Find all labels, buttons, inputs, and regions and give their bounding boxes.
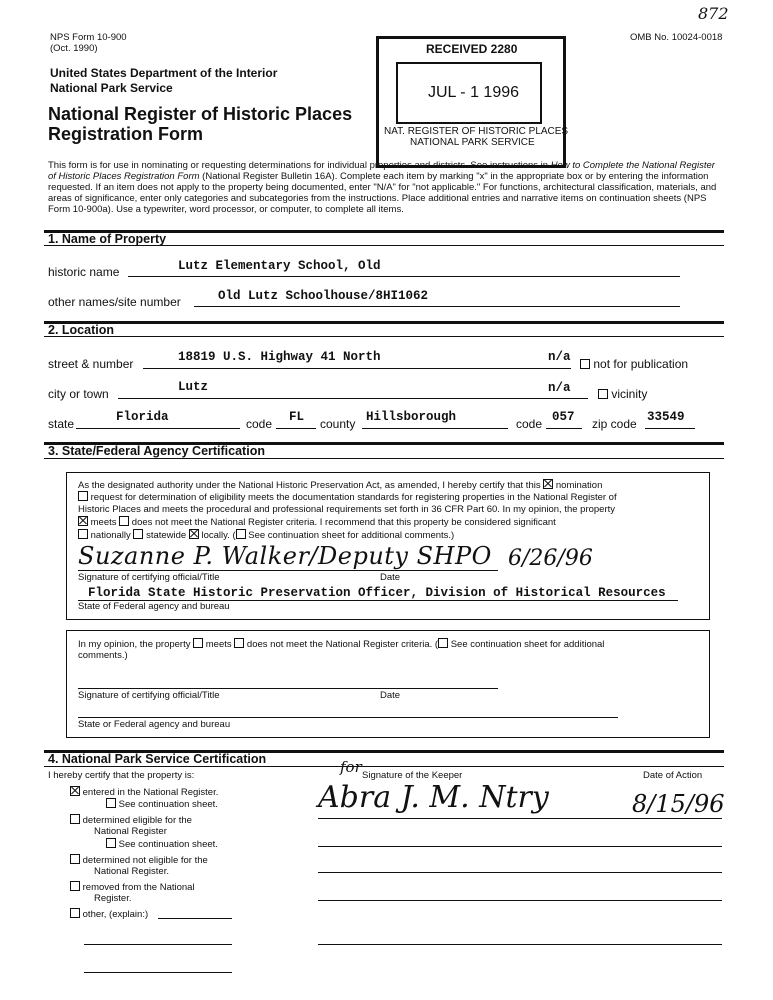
form-title-line2: Registration Form <box>48 124 204 144</box>
for-handwritten: for <box>340 758 362 776</box>
cert-line3: Historic Places and meets the procedural and professional requirements set forth in 36 CFR Part 60. In my opinion, the property <box>78 504 616 515</box>
entered-item: entered in the National Register. <box>70 786 218 798</box>
not-for-publication-checkbox[interactable] <box>580 359 590 369</box>
commenting-signature-label: Signature of certifying official/Title <box>78 690 220 701</box>
commenting-agency-line <box>78 717 618 718</box>
certify-label: I hereby certify that the property is: <box>48 770 195 781</box>
state-signature-line <box>78 570 498 571</box>
entered-checkbox[interactable] <box>70 786 80 796</box>
entered-continuation-checkbox[interactable] <box>106 798 116 808</box>
not-eligible-register: National Register. <box>94 866 169 877</box>
other-checkbox[interactable] <box>70 908 80 918</box>
city-line <box>118 398 588 399</box>
opinion-continuation-checkbox[interactable] <box>438 638 448 648</box>
state-code-field[interactable]: FL <box>289 410 305 424</box>
historic-name-line <box>128 276 680 277</box>
commenting-signature-line <box>78 688 498 689</box>
section4-title: 4. National Park Service Certification <box>48 752 267 766</box>
not-for-publication[interactable]: not for publication <box>580 357 688 371</box>
continuation-checkbox[interactable] <box>236 529 246 539</box>
form-date: (Oct. 1990) <box>50 43 98 54</box>
cert-line2: request for determination of eligibility meets the documentation standards for registering properties in the National Register of <box>78 491 698 503</box>
statewide-checkbox[interactable] <box>133 529 143 539</box>
removed-checkbox[interactable] <box>70 881 80 891</box>
keeper-line-5 <box>318 944 722 945</box>
section2-title: 2. Location <box>48 323 114 337</box>
eligible-continuation: See continuation sheet. <box>106 838 218 850</box>
eligible-item: determined eligible for the <box>70 814 192 826</box>
service: National Park Service <box>50 81 173 95</box>
other-explain-line[interactable] <box>158 918 232 919</box>
county-label: county <box>320 417 356 431</box>
street-field[interactable]: 18819 U.S. Highway 41 North <box>178 350 381 364</box>
zip-line <box>645 428 695 429</box>
other-explain-line-3[interactable] <box>84 972 232 973</box>
state-label: state <box>48 417 75 431</box>
nomination-checkbox[interactable] <box>543 479 553 489</box>
city-label: city or town <box>48 387 109 401</box>
form-number: NPS Form 10-900 <box>50 32 127 43</box>
action-date: 8/15/96 <box>632 790 725 818</box>
opinion-not-meet-checkbox[interactable] <box>234 638 244 648</box>
state-official-signature: Suzanne P. Walker/Deputy SHPO <box>78 542 492 570</box>
not-eligible-item: determined not eligible for the <box>70 854 208 866</box>
commenting-agency-label: State or Federal agency and bureau <box>78 719 231 730</box>
stamp-received: RECEIVED 2280 <box>426 42 518 56</box>
county-code-field[interactable]: 057 <box>552 410 575 424</box>
form-title-line1: National Register of Historic Places <box>48 104 353 124</box>
keeper-line-4 <box>318 900 722 901</box>
state-field[interactable]: Florida <box>116 410 169 424</box>
section3-rule-bottom <box>44 458 724 459</box>
state-signature-label: Signature of certifying official/Title <box>78 572 220 583</box>
opinion-line: In my opinion, the property meets does not meet the National Register criteria. ( See continuation sheet for additional <box>78 639 605 650</box>
keeper-line-1 <box>318 818 722 819</box>
department: United States Department of the Interior <box>50 66 278 80</box>
state-date-label: Date <box>380 572 401 583</box>
state-line <box>76 428 240 429</box>
removed-register: Register. <box>94 893 132 904</box>
historic-name-field[interactable]: Lutz Elementary School, Old <box>178 259 381 273</box>
locally-checkbox[interactable] <box>189 529 199 539</box>
eligible-continuation-checkbox[interactable] <box>106 838 116 848</box>
state-agency-label: State of Federal agency and bureau <box>78 601 230 612</box>
city-na: n/a <box>548 381 571 395</box>
county-line <box>362 428 508 429</box>
keeper-signature: Abra J. M. Ntry <box>318 780 549 815</box>
does-not-meet-checkbox[interactable] <box>119 516 129 526</box>
state-signature-date: 6/26/96 <box>508 546 593 571</box>
other-item: other, (explain:) <box>70 908 148 920</box>
omb-number: OMB No. 10024-0018 <box>630 32 723 43</box>
section1-rule-bottom <box>44 245 724 246</box>
section2-rule <box>44 321 724 324</box>
zip-field[interactable]: 33549 <box>647 410 685 424</box>
keeper-line-3 <box>318 872 722 873</box>
not-eligible-checkbox[interactable] <box>70 854 80 864</box>
commenting-date-label: Date <box>380 690 401 701</box>
keeper-signature-label: Signature of the Keeper <box>362 770 463 781</box>
keeper-line-2 <box>318 846 722 847</box>
other-names-label: other names/site number <box>48 295 181 309</box>
state-agency[interactable]: Florida State Historic Preservation Officer, Division of Historical Resources <box>88 586 666 600</box>
meets-checkbox[interactable] <box>78 516 88 526</box>
cert-line1: As the designated authority under the National Historic Preservation Act, as amended, I hereby certify that this nomination <box>78 480 603 491</box>
opinion-comments: comments.) <box>78 650 128 661</box>
cert-line4: meets does not meet the National Register criteria. I recommend that this property be considered significant <box>78 516 698 528</box>
vicinity[interactable]: vicinity <box>598 387 647 401</box>
street-line <box>143 368 571 369</box>
handwritten-number: 872 <box>698 4 729 23</box>
county-code-line <box>546 428 582 429</box>
intro-text: This form is for use in nominating or requesting determinations for individual properties and districts. See instructions in How to Complete the National Register of Historic Places Registration Form (National Register Bulletin 16A). Complete each item by marking "x" in the appropriate box or by entering the information requested. If an item does not apply to the property being documented, enter "N/A" for "not applicable." For functions, architectural classification, materials, and areas of significance, enter only categories and subcategories from the instructions. Place additional entries and narrative items on continuation sheets (NPS Form 10-900a). Use a typewriter, word processor, or computer, to complete all items. <box>48 160 717 215</box>
stamp-line2: NATIONAL PARK SERVICE <box>410 137 535 148</box>
eligible-register: National Register <box>94 826 167 837</box>
nationally-checkbox[interactable] <box>78 529 88 539</box>
street-na: n/a <box>548 350 571 364</box>
cert-line5: nationally statewide locally. ( See continuation sheet for additional comments.) <box>78 529 698 541</box>
opinion-meets-checkbox[interactable] <box>193 638 203 648</box>
entered-continuation: See continuation sheet. <box>106 798 218 810</box>
removed-item: removed from the National <box>70 881 195 893</box>
other-names-line <box>194 306 680 307</box>
county-field[interactable]: Hillsborough <box>366 410 457 424</box>
historic-name-label: historic name <box>48 265 120 279</box>
date-of-action-label: Date of Action <box>643 770 703 781</box>
zip-label: zip code <box>592 417 637 431</box>
stamp-line1: NAT. REGISTER OF HISTORIC PLACES <box>384 126 569 137</box>
other-names-field[interactable]: Old Lutz Schoolhouse/8HI1062 <box>218 289 429 303</box>
state-code-label: code <box>246 417 273 431</box>
section2-rule-bottom <box>44 336 724 337</box>
section1-title: 1. Name of Property <box>48 232 167 246</box>
stamp-date: JUL - 1 1996 <box>428 84 520 101</box>
state-code-line <box>276 428 316 429</box>
section4-rule-bottom <box>44 766 724 767</box>
section3-title: 3. State/Federal Agency Certification <box>48 444 265 458</box>
vicinity-checkbox[interactable] <box>598 389 608 399</box>
eligible-checkbox[interactable] <box>70 814 80 824</box>
city-field[interactable]: Lutz <box>178 380 209 394</box>
street-label: street & number <box>48 357 134 371</box>
other-explain-line-2[interactable] <box>84 944 232 945</box>
county-code-label: code <box>516 417 543 431</box>
eligibility-request-checkbox[interactable] <box>78 491 88 501</box>
